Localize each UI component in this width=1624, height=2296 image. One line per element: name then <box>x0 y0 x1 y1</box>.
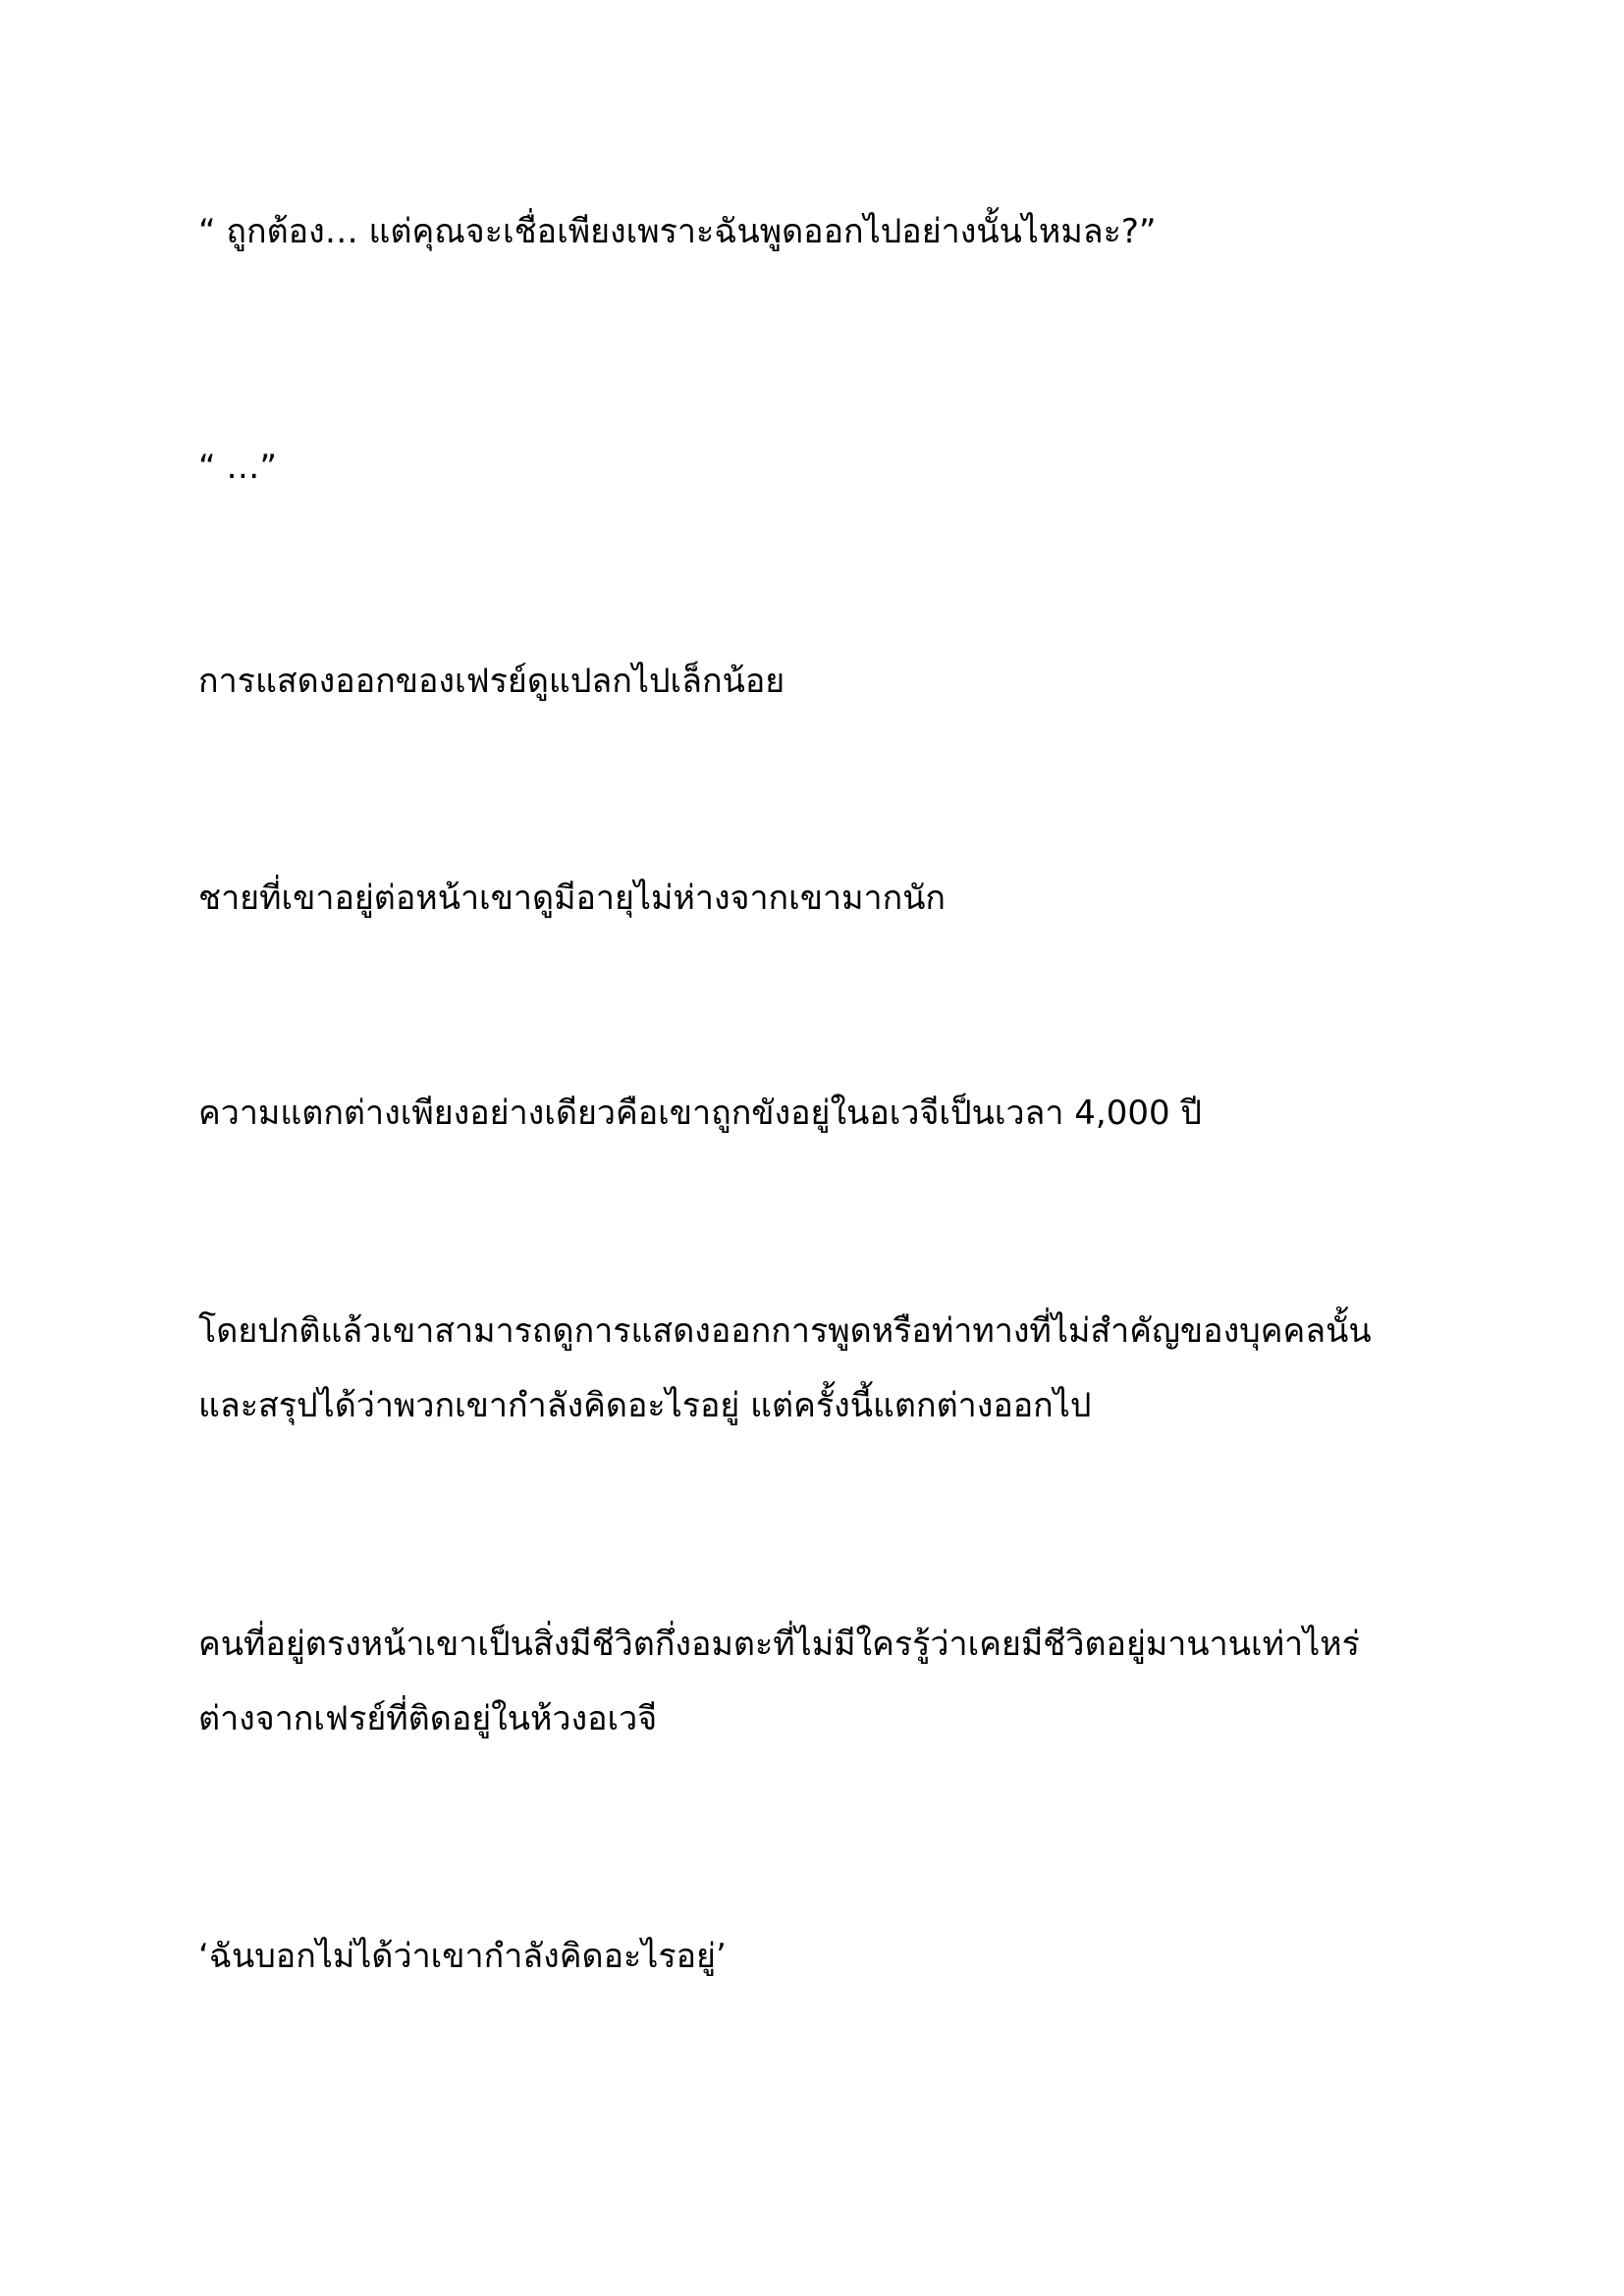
paragraph-line: ‘ฉันบอกไม่ได้ว่าเขากำลังคิดอะไรอยู่’ <box>198 1937 727 1976</box>
paragraph-1 <box>198 194 1475 269</box>
paragraph-line: ชายที่เขาอยู่ต่อหน้าเขาดูมีอายุไม่ห่างจากเขามากนัก <box>198 879 947 918</box>
paragraph-line: ต่างจากเฟรย์ที่ติดอยู่ในห้วงอเวจี <box>198 1699 658 1738</box>
paragraph-8 <box>198 1919 1475 1994</box>
paragraph-line: คนที่อยู่ตรงหน้าเขาเป็นสิ่งมีชีวิตกึ่งอมตะที่ไม่มีใครรู้ว่าเคยมีชีวิตอยู่มานานเท่าไหร่ <box>198 1625 1360 1664</box>
paragraph-line: และสรุปได้ว่าพวกเขากำลังคิดอะไรอยู่ แต่ครั้งนี้แตกต่างออกไป <box>198 1386 1092 1425</box>
paragraph-line: “ ถูกต้อง… แต่คุณจะเชื่อเพียงเพราะฉันพูดออกไปอย่างนั้นไหมละ?” <box>198 212 1157 251</box>
paragraph-line: การแสดงออกของเฟรย์ดูแปลกไปเล็กน้อย <box>198 662 785 701</box>
paragraph-5 <box>198 1076 1475 1150</box>
paragraph-7 <box>198 1607 1475 1756</box>
paragraph-6 <box>198 1294 1475 1443</box>
paragraph-3 <box>198 644 1475 719</box>
paragraph-2 <box>198 430 1475 505</box>
paragraph-line: ความแตกต่างเพียงอย่างเดียวคือเขาถูกขังอยู่ในอเวจีเป็นเวลา 4,000 ปี <box>198 1094 1202 1133</box>
paragraph-line: โดยปกติแล้วเขาสามารถดูการแสดงออกการพูดหรือท่าทางที่ไม่สำคัญของบุคคลนั้น <box>198 1311 1372 1351</box>
paragraph-line: “ …” <box>198 448 278 487</box>
paragraph-4 <box>198 861 1475 935</box>
